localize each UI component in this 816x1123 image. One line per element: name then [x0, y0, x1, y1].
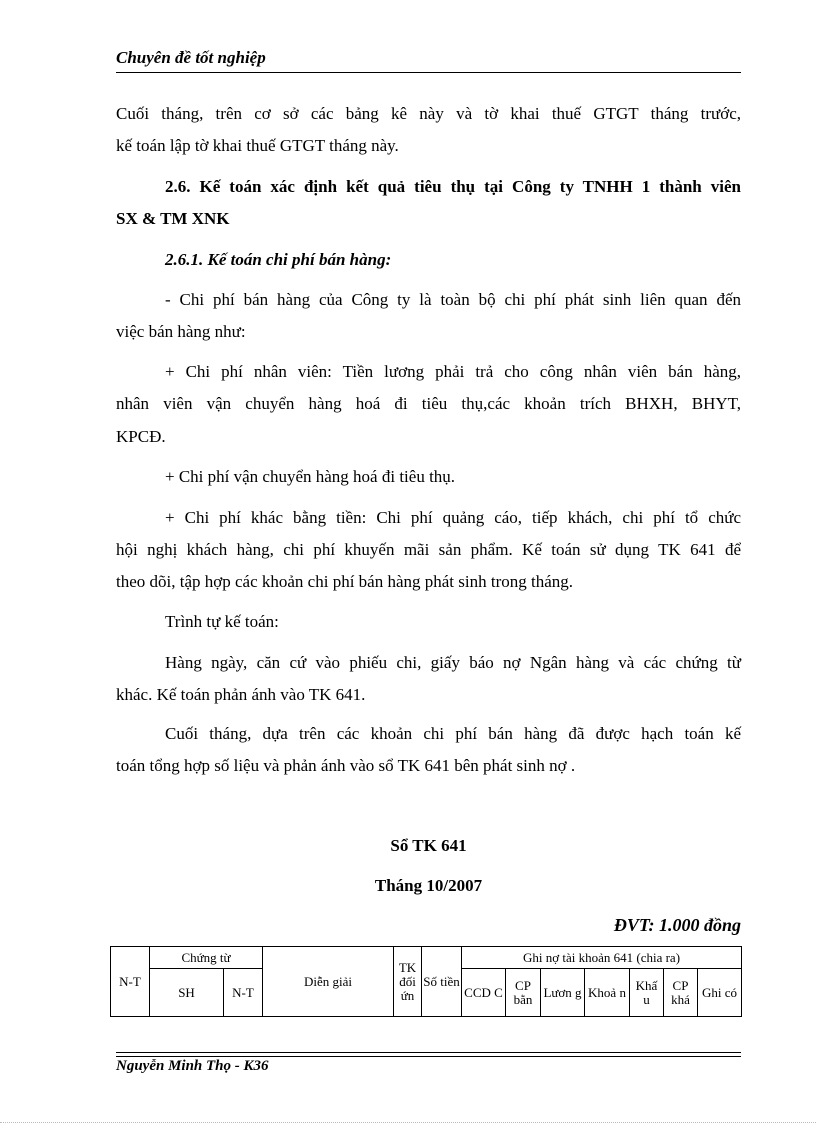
paragraph-line: theo dõi, tập hợp các khoản chi phí bán hàng phát sinh trong tháng. [116, 572, 574, 591]
subsection-heading: 2.6.1. Kế toán chi phí bán hàng: [165, 250, 392, 269]
col-header-sotien: Số tiền [422, 947, 462, 1017]
col-header-sub: Khoả n [585, 969, 630, 1017]
col-header-chungtu: Chứng từ [150, 947, 263, 969]
section-heading-cont: SX & TM XNK [116, 209, 230, 228]
col-header-sub: Khấ u [630, 969, 664, 1017]
col-header-sh: SH [150, 969, 224, 1017]
paragraph-line: + Chi phí khác bằng tiền: Chi phí quảng cáo, tiếp khách, chi phí tổ chức [165, 508, 741, 527]
paragraph-line: KPCĐ. [116, 427, 166, 446]
section-heading: 2.6. Kế toán xác định kết quả tiêu thụ tại Công ty TNHH 1 thành viên [165, 177, 741, 196]
col-header-sub: CP khá [664, 969, 698, 1017]
paragraph-line: Trình tự kế toán: [165, 612, 279, 631]
paragraph-line: + Chi phí nhân viên: Tiền lương phải trả cho công nhân viên bán hàng, [165, 362, 741, 381]
paragraph-line: khác. Kế toán phản ánh vào TK 641. [116, 685, 366, 704]
col-header-ghino: Ghi nợ tài khoản 641 (chia ra) [462, 947, 742, 969]
col-header-sub: CCD C [462, 969, 506, 1017]
col-header-nt2: N-T [224, 969, 263, 1017]
paragraph-line: nhân viên vận chuyển hàng hoá đi tiêu thụ,các khoản trích BHXH, BHYT, [116, 394, 741, 413]
col-header-sub: Ghi có [698, 969, 742, 1017]
col-header-sub: CP bằn [506, 969, 541, 1017]
paragraph-line: Cuối tháng, trên cơ sở các bảng kê này và tờ khai thuế GTGT tháng trước, [116, 104, 741, 123]
col-header-sub: Lươn g [541, 969, 585, 1017]
paragraph-line: toán tổng hợp số liệu và phản ánh vào sổ TK 641 bên phát sinh nợ . [116, 756, 576, 775]
ledger-unit: ĐVT: 1.000 đồng [613, 915, 741, 935]
paragraph-line: - Chi phí bán hàng của Công ty là toàn bộ chi phí phát sinh liên quan đến [165, 290, 741, 309]
paragraph-line: Hàng ngày, căn cứ vào phiếu chi, giấy báo nợ Ngân hàng và các chứng từ [165, 653, 741, 672]
paragraph-line: + Chi phí vận chuyển hàng hoá đi tiêu thụ. [165, 467, 456, 486]
ledger-title: Sổ TK 641 [390, 836, 467, 855]
paragraph-line: Cuối tháng, dựa trên các khoản chi phí bán hàng đã được hạch toán kế [165, 724, 741, 743]
ledger-table [110, 946, 742, 1017]
paragraph-line: kế toán lập tờ khai thuế GTGT tháng này. [116, 136, 399, 155]
page-header: Chuyên đề tốt nghiệp [116, 48, 741, 73]
col-header-tk: TK đối ứn [394, 947, 422, 1017]
footer-divider [116, 1052, 741, 1053]
col-header-nt: N-T [111, 947, 150, 1017]
col-header-diengiai: Diễn giải [263, 947, 394, 1017]
footer-divider [116, 1056, 741, 1057]
paragraph-line: hội nghị khách hàng, chi phí khuyến mãi sản phẩm. Kế toán sử dụng TK 641 để [116, 540, 741, 559]
page-footer: Nguyễn Minh Thọ - K36 [116, 1058, 269, 1074]
paragraph-line: việc bán hàng như: [116, 322, 246, 341]
ledger-month: Tháng 10/2007 [374, 876, 483, 895]
